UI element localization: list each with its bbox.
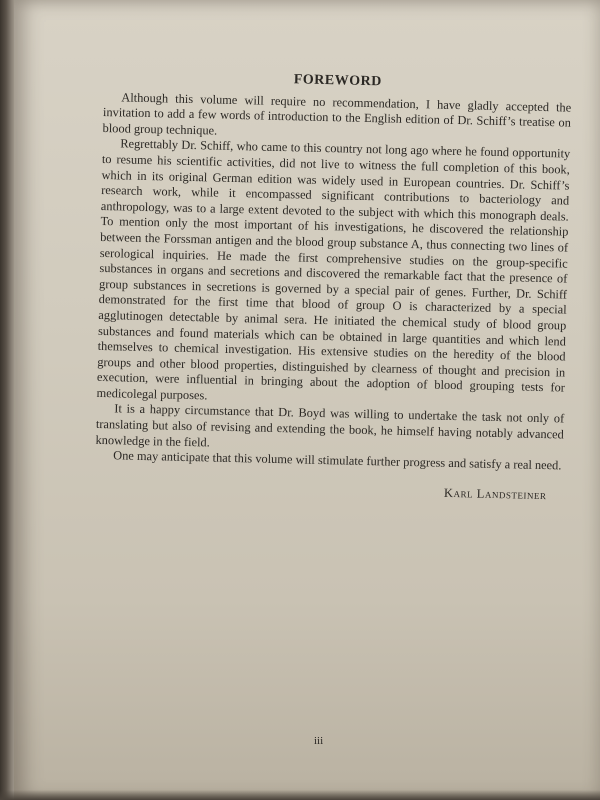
paragraph-1: Although this volume will require no recommendation, I have gladly accepted the invitation to add a few words of introduction to the English edition of Dr. Schiff’s treatise on blood group technique.: [102, 89, 572, 138]
page-number: iii: [314, 735, 324, 747]
foreword-text-block: [94, 68, 572, 504]
book-page: [14, 0, 600, 800]
signature: Karl Landsteiner: [443, 485, 547, 502]
paragraph-4: One may anticipate that this volume will stimulate further progress and satisfy a real need.: [113, 448, 562, 473]
page-title: FOREWORD: [293, 72, 382, 90]
page-bottom-edge: [0, 790, 600, 800]
paragraph-2: Regrettably Dr. Schiff, who came to this country not long ago where he found opportunity to resume his scientific activities, did not live to witness the full completion of this book, which in its original German edition was widely used in European countries. Dr. Schiff’s research work, while it encompassed significant contributions to bacteriology and anthropology, was to a large extent devoted to the subject with which this monograph deals. To mention only the most important of his investigations, he discovered the relationship between the Forssman antigen and the blood group substance A, thus connecting two lines of serological inquiries. He made the first comprehensive studies on the group-specific substances in organs and secretions and discovered the remarkable fact that the presence of group substances in secretions is governed by a special pair of genes. Further, Dr. Schiff demonstrated for the first time that blood of group O is characterized by a special agglutinogen detectable by animal sera. He initiated the chemical study of blood group substances and found materials which can be obtained in large quantities and which lend themselves to chemical investigation. His extensive studies on the heredity of the blood groups and other blood properties, distinguished by clearness of thought and precision in execution, were influential in bringing about the adoption of blood grouping tests for medicolegal purposes.: [96, 136, 571, 403]
paragraph-3: It is a happy circumstance that Dr. Boyd was willing to undertake the task not only of translating but also of revising and extending the book, he himself having notably advanced knowledge in the field.: [95, 401, 565, 450]
